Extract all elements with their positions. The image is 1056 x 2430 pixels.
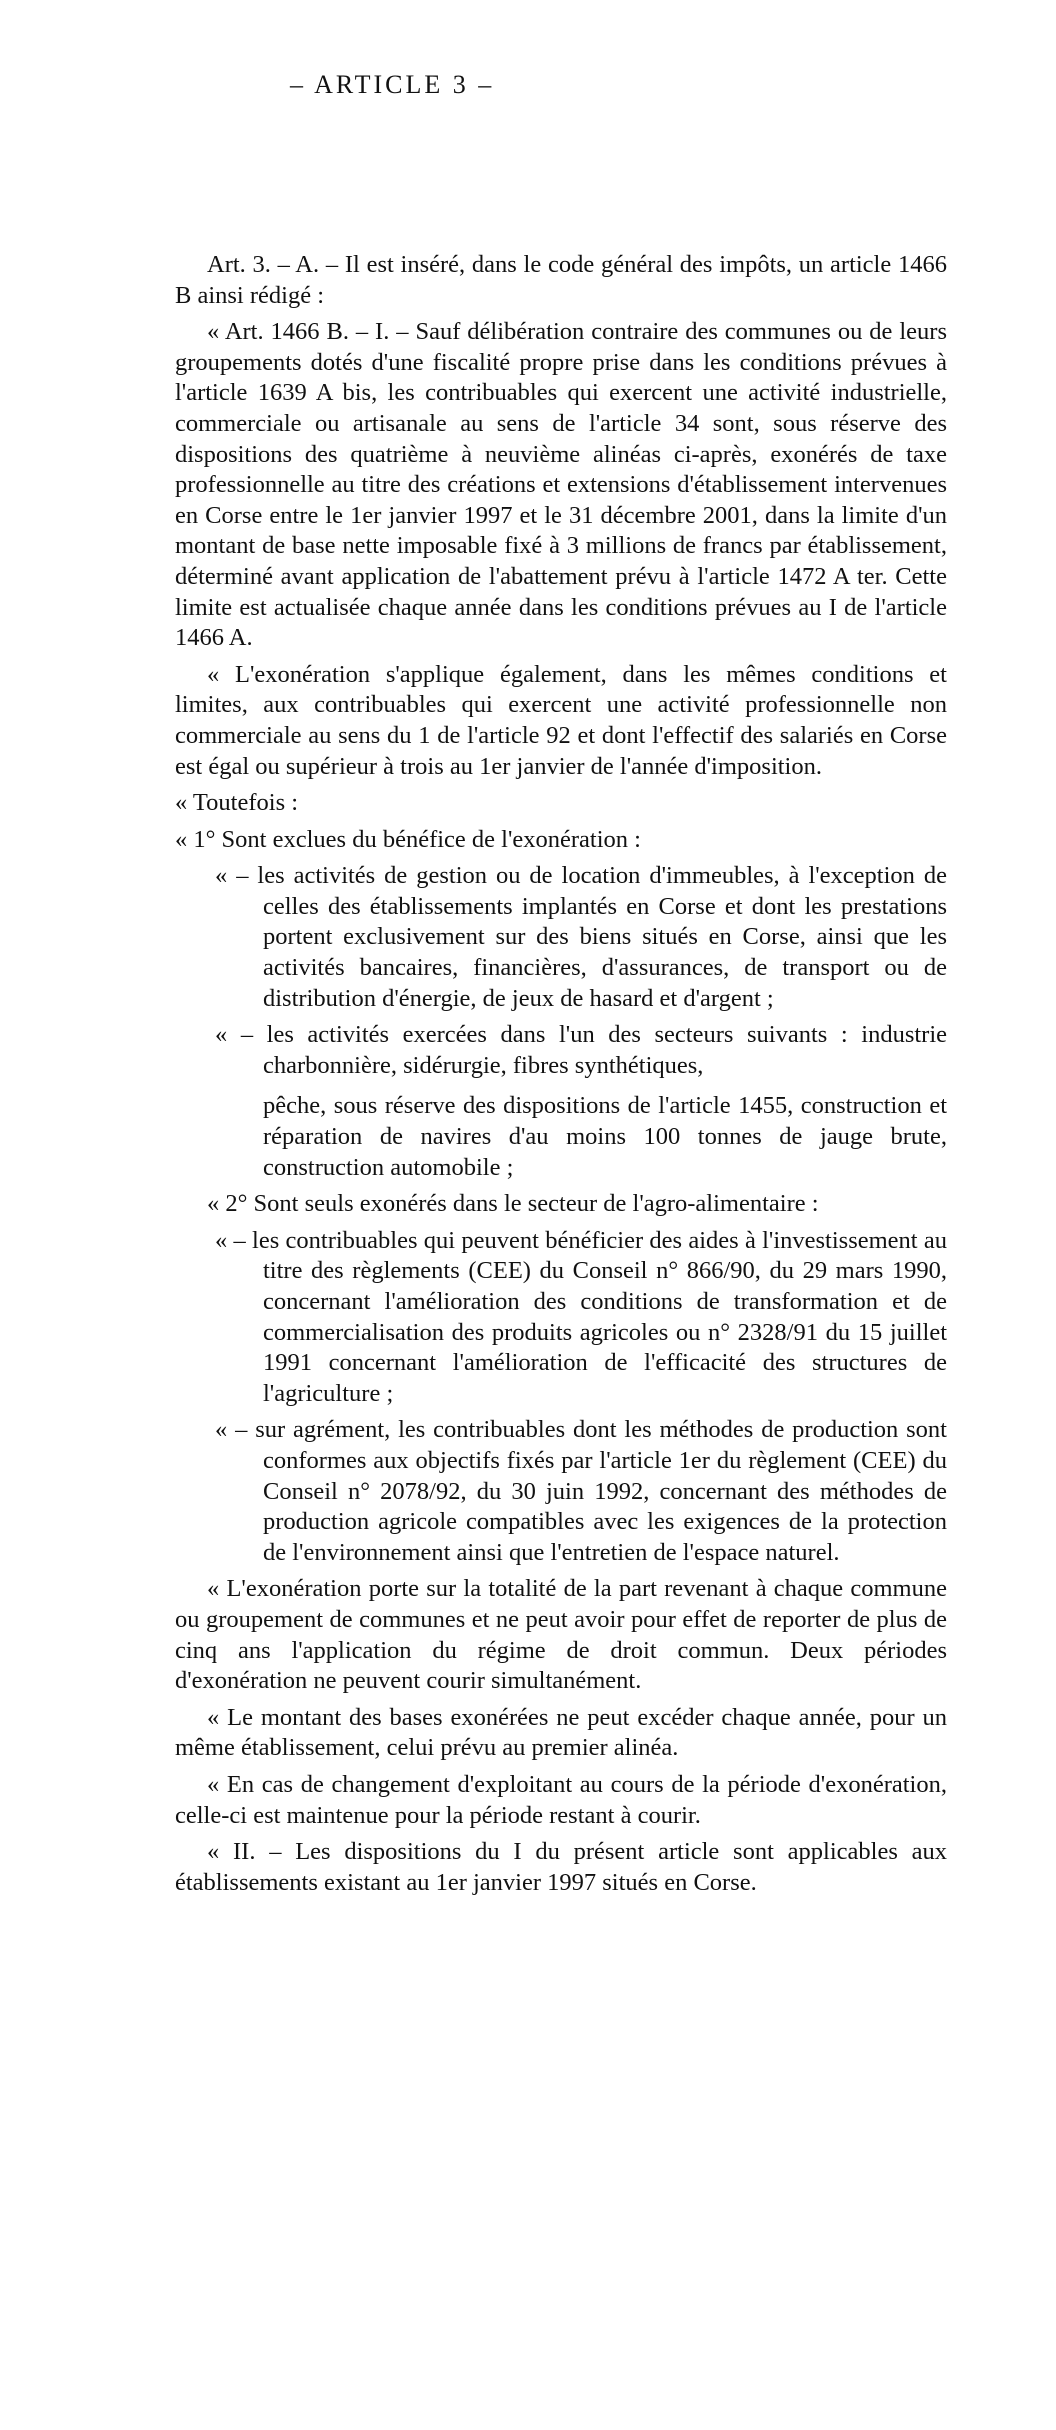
list-item-aides-investissement: « – les contribuables qui peuvent bénéficier des aides à l'investissement au titre des règlements (CEE) du Conseil n° 866/90, du 29 mars 1990, concernant l'amélioration des conditions de transformation et de commercialisation des produits agricoles ou n° 2328/91 du 15 juillet 1991 concernant l'amélioration de l'efficacité des structures de l'agriculture ; (215, 1226, 947, 1407)
paragraph-intro: Art. 3. – A. – Il est inséré, dans le code général des impôts, un article 1466 B ainsi rédigé : (175, 251, 947, 309)
paragraph-toutefois: « Toutefois : (175, 789, 299, 817)
paragraph-totalite-part: « L'exonération porte sur la totalité de la part revenant à chaque commune ou groupement de communes et ne peut avoir pour effet de reporter de plus de cinq ans l'application du régime de droit commun. Deux périodes d'exonération ne peuvent courir simultanément. (175, 1575, 947, 1695)
paragraph-exoneration-bnc: « L'exonération s'applique également, dans les mêmes conditions et limites, aux contribuables qui exercent une activité professionnelle non commerciale au sens du 1 de l'article 92 et dont l'effectif des salariés en Corse est égal ou supérieur à trois au 1er janvier de l'année d'imposition. (175, 660, 947, 780)
paragraph-changement-exploitant: « En cas de changement d'exploitant au cours de la période d'exonération, celle-ci est maintenue pour la période restant à courir. (175, 1770, 947, 1829)
list-item-secteurs-continued: pêche, sous réserve des dispositions de l'article 1455, construction et réparation de navires d'au moins 100 tonnes de jauge brute, construction automobile ; (263, 1092, 947, 1181)
article-body (175, 250, 947, 1904)
paragraph-montant-bases: « Le montant des bases exonérées ne peut excéder chaque année, pour un même établissement, celui prévu au premier alinéa. (175, 1703, 947, 1762)
list-item-agrement: « – sur agrément, les contribuables dont les méthodes de production sont conformes aux objectifs fixés par l'article 1er du règlement (CEE) du Conseil n° 2078/92, du 30 juin 1992, concernant des méthodes de production agricole compatibles avec les exigences de la protection de l'environnement ainsi que l'entretien de l'espace naturel. (215, 1416, 947, 1566)
paragraph-art-1466b-ii: « II. – Les dispositions du I du présent article sont applicables aux établissements existant au 1er janvier 1997 situés en Corse. (175, 1838, 947, 1896)
article-heading: – ARTICLE 3 – (290, 70, 495, 99)
paragraph-agro-alimentaire: « 2° Sont seuls exonérés dans le secteur de l'agro-alimentaire : (207, 1190, 819, 1218)
paragraph-exclusions-heading: « 1° Sont exclues du bénéfice de l'exonération : (175, 825, 641, 853)
paragraph-art-1466b-i: « Art. 1466 B. – I. – Sauf délibération contraire des communes ou de leurs groupements dotés d'une fiscalité propre prise dans les conditions prévues à l'article 1639 A bis, les contribuables qui exercent une activité industrielle, commerciale ou artisanale au sens de l'article 34 sont, sous réserve des dispositions des quatrième à neuvième alinéas ci-après, exonérés de taxe professionnelle au titre des créations et extensions d'établissement intervenues en Corse entre le 1er janvier 1997 et le 31 décembre 2001, dans la limite d'un montant de base nette imposable fixé à 3 millions de francs par établissement, déterminé avant application de l'abattement prévu à l'article 1472 A ter. Cette limite est actualisée chaque année dans les conditions prévues au I de l'article 1466 A. (175, 318, 947, 652)
list-item-secteurs: « – les activités exercées dans l'un des secteurs suivants : industrie charbonnière, sidérurgie, fibres synthétiques, (215, 1021, 947, 1079)
list-item-gestion-immeubles: « – les activités de gestion ou de location d'immeubles, à l'exception de celles des établissements implantés en Corse et dont les prestations portent exclusivement sur des biens situés en Corse, ainsi que les activités bancaires, financières, d'assurances, de transport ou de distribution d'énergie, de jeux de hasard et d'argent ; (215, 862, 947, 1012)
